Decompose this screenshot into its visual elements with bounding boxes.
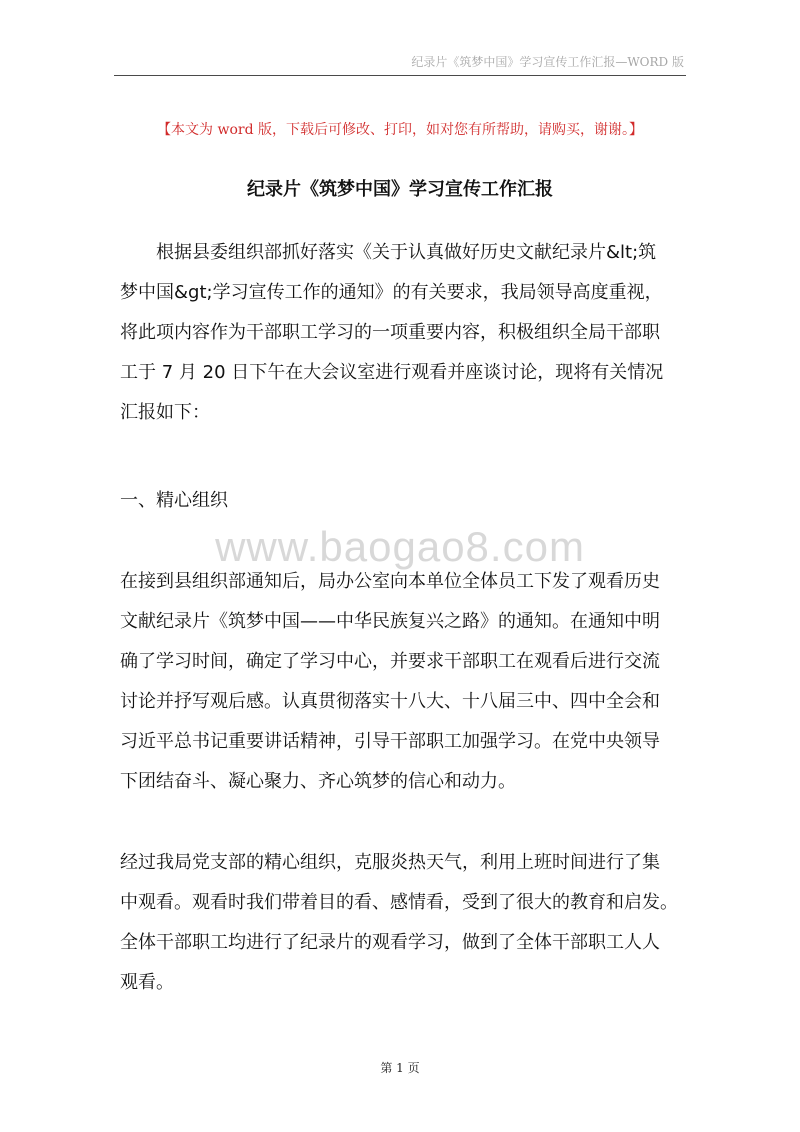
text-line: 工于 7 月 20 日下午在大会议室进行观看并座谈讨论，现将有关情况 — [120, 362, 664, 383]
text-line: 确了学习时间，确定了学习中心，并要求干部职工在观看后进行交流 — [120, 651, 660, 672]
text-line: 根据县委组织部抓好落实《关于认真做好历史文献纪录片&lt;筑 — [120, 242, 657, 263]
header-rule — [114, 75, 686, 76]
text-line: 全体干部职工均进行了纪录片的观看学习，做到了全体干部职工人人 — [120, 932, 660, 953]
page-number: 第 1 页 — [380, 1061, 420, 1075]
text-line: 下团结奋斗、凝心聚力、齐心筑梦的信心和动力。 — [120, 771, 516, 792]
section-heading — [120, 481, 686, 521]
text-line: 讨论并抒写观后感。认真贯彻落实十八大、十八届三中、四中全会和 — [120, 691, 660, 712]
text-line: 经过我局党支部的精心组织，克服炎热天气，利用上班时间进行了集 — [120, 852, 660, 873]
paragraph-1 — [120, 562, 686, 802]
text-line: 观看。 — [120, 972, 174, 993]
text-line: 习近平总书记重要讲话精神，引导干部职工加强学习。在党中央领导 — [120, 731, 660, 752]
running-header: 纪录片《筑梦中国》学习宣传工作汇报—WORD 版 — [411, 55, 684, 69]
text-line: 梦中国&gt;学习宣传工作的通知》的有关要求，我局领导高度重视， — [120, 282, 663, 303]
purchase-notice: 【本文为 word 版，下载后可修改、打印，如对您有所帮助，请购买，谢谢。】 — [157, 122, 643, 138]
paragraph-2 — [120, 843, 686, 1003]
text-line: 将此项内容作为干部职工学习的一项重要内容，积极组织全局干部职 — [120, 322, 660, 343]
text-line: 中观看。观看时我们带着目的看、感情看，受到了很大的教育和启发。 — [120, 892, 678, 913]
text-line: 在接到县组织部通知后，局办公室向本单位全体员工下发了观看历史 — [120, 571, 660, 592]
section-heading-text: 一、精心组织 — [120, 490, 228, 511]
intro-paragraph — [120, 233, 686, 433]
document-title: 纪录片《筑梦中国》学习宣传工作汇报 — [247, 179, 553, 200]
text-line: 文献纪录片《筑梦中国——中华民族复兴之路》的通知。在通知中明 — [120, 611, 660, 632]
text-line: 汇报如下： — [120, 402, 210, 423]
watermark: www.baogao8.com — [215, 523, 585, 570]
